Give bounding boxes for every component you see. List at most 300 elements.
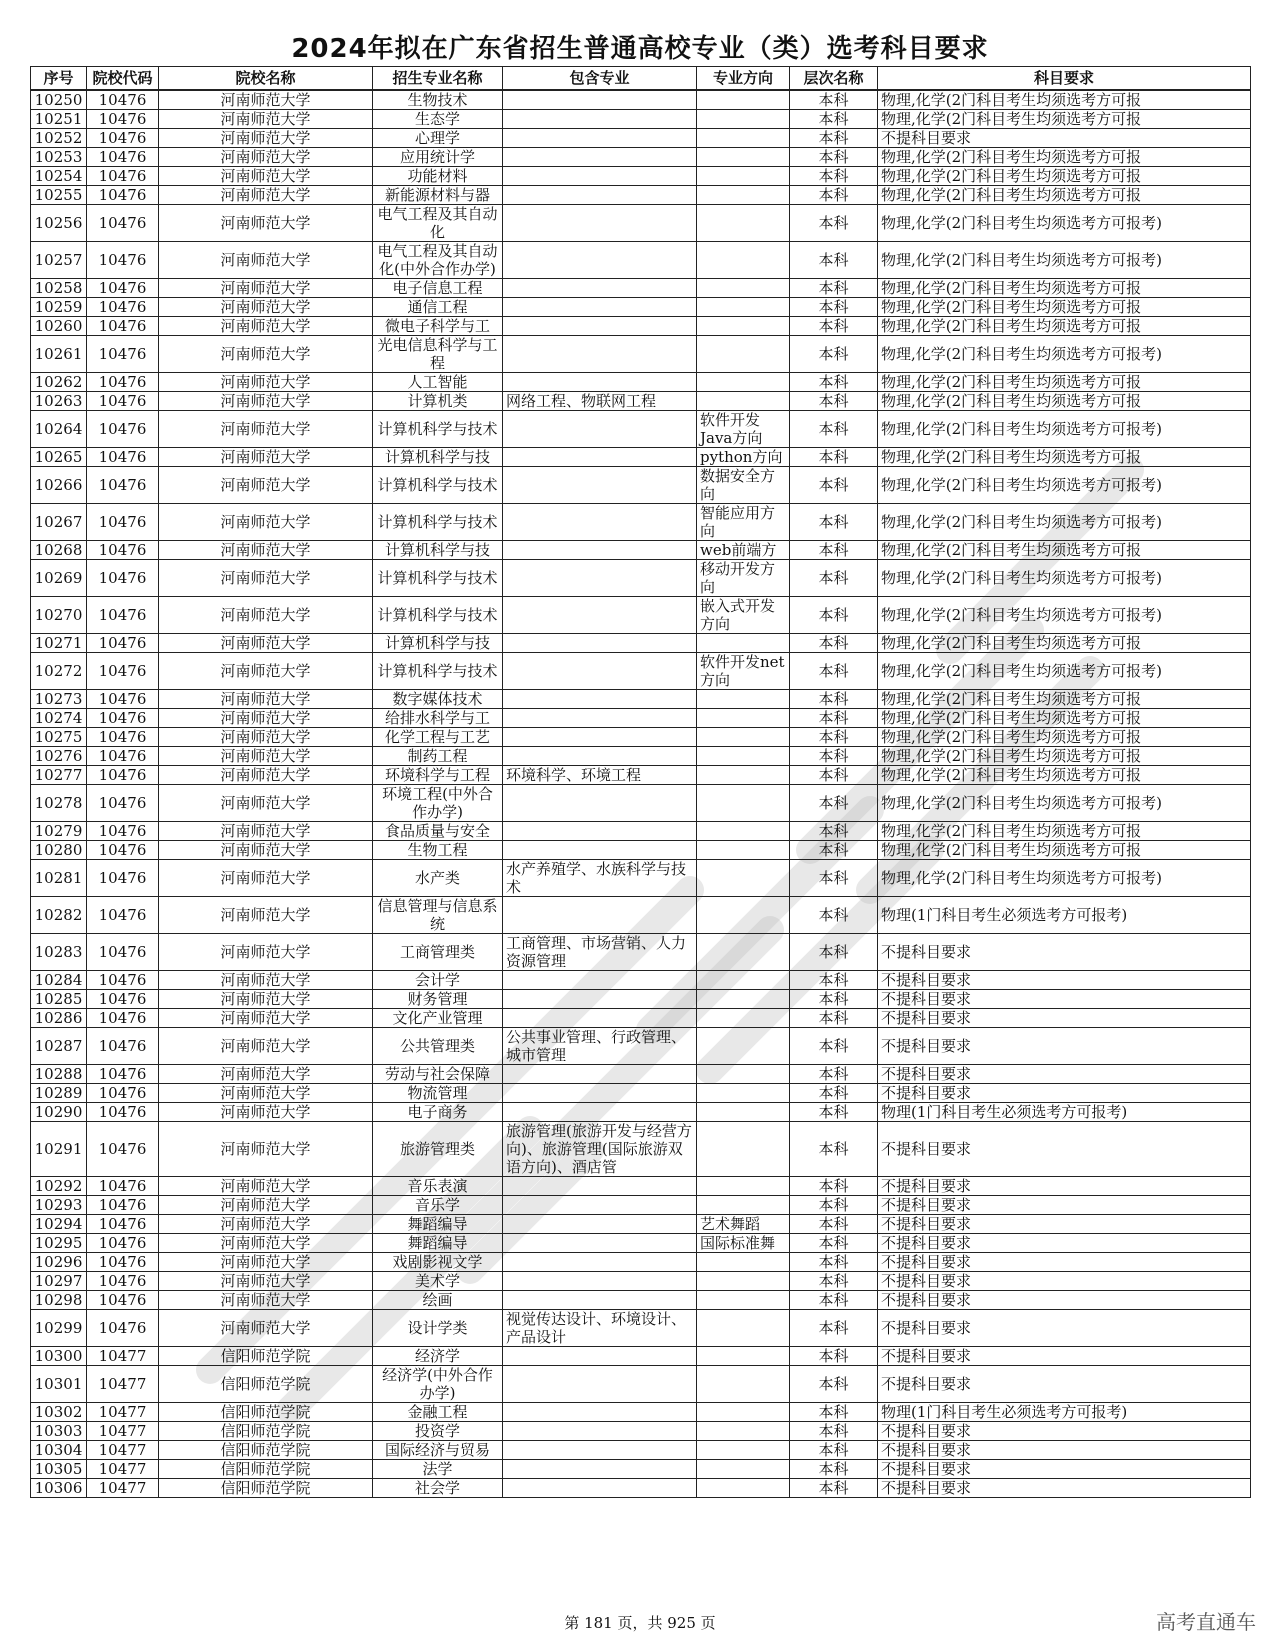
cell-subject-requirement: 不提科目要求 — [878, 1479, 1251, 1498]
cell-school-name: 河南师范大学 — [159, 110, 373, 129]
cell-included-majors — [503, 1215, 697, 1234]
cell-major-name: 电子商务 — [373, 1103, 503, 1122]
cell-major-name: 生物技术 — [373, 90, 503, 110]
cell-school-code: 10476 — [87, 467, 159, 504]
cell-major-name: 功能材料 — [373, 167, 503, 186]
cell-index: 10265 — [31, 448, 87, 467]
cell-index: 10302 — [31, 1403, 87, 1422]
table-row — [31, 110, 1251, 129]
cell-index: 10296 — [31, 1253, 87, 1272]
col-header-school-code: 院校代码 — [87, 67, 159, 91]
cell-school-name: 信阳师范学院 — [159, 1460, 373, 1479]
cell-index: 10288 — [31, 1065, 87, 1084]
cell-included-majors — [503, 90, 697, 110]
table-row — [31, 1215, 1251, 1234]
cell-index: 10272 — [31, 653, 87, 690]
cell-school-code: 10476 — [87, 298, 159, 317]
cell-index: 10260 — [31, 317, 87, 336]
cell-subject-requirement: 不提科目要求 — [878, 1310, 1251, 1347]
cell-included-majors — [503, 1065, 697, 1084]
cell-included-majors — [503, 1366, 697, 1403]
cell-index: 10291 — [31, 1122, 87, 1177]
cell-subject-requirement: 物理,化学(2门科目考生均须选考方可报 — [878, 373, 1251, 392]
cell-included-majors — [503, 298, 697, 317]
cell-major-name: 微电子科学与工 — [373, 317, 503, 336]
cell-index: 10267 — [31, 504, 87, 541]
subject-requirements-table — [30, 66, 1251, 1498]
cell-school-code: 10476 — [87, 1310, 159, 1347]
cell-school-name: 河南师范大学 — [159, 766, 373, 785]
cell-major-name: 劳动与社会保障 — [373, 1065, 503, 1084]
cell-subject-requirement: 物理,化学(2门科目考生均须选考方可报 — [878, 448, 1251, 467]
cell-direction — [697, 1347, 790, 1366]
cell-level: 本科 — [790, 1177, 878, 1196]
cell-school-code: 10477 — [87, 1441, 159, 1460]
cell-subject-requirement: 物理,化学(2门科目考生均须选考方可报 — [878, 317, 1251, 336]
cell-direction — [697, 1310, 790, 1347]
cell-index: 10293 — [31, 1196, 87, 1215]
cell-index: 10284 — [31, 971, 87, 990]
cell-subject-requirement: 不提科目要求 — [878, 1215, 1251, 1234]
cell-major-name: 生态学 — [373, 110, 503, 129]
cell-direction — [697, 1291, 790, 1310]
cell-major-name: 化学工程与工艺 — [373, 728, 503, 747]
col-header-index: 序号 — [31, 67, 87, 91]
cell-index: 10270 — [31, 597, 87, 634]
cell-level: 本科 — [790, 822, 878, 841]
cell-major-name: 金融工程 — [373, 1403, 503, 1422]
cell-school-name: 信阳师范学院 — [159, 1347, 373, 1366]
cell-major-name: 社会学 — [373, 1479, 503, 1498]
cell-included-majors: 视觉传达设计、环境设计、产品设计 — [503, 1310, 697, 1347]
cell-major-name: 经济学 — [373, 1347, 503, 1366]
cell-school-name: 河南师范大学 — [159, 448, 373, 467]
cell-included-majors — [503, 597, 697, 634]
table-row — [31, 1310, 1251, 1347]
cell-school-name: 河南师范大学 — [159, 317, 373, 336]
cell-level: 本科 — [790, 186, 878, 205]
cell-direction — [697, 690, 790, 709]
cell-subject-requirement: 物理,化学(2门科目考生均须选考方可报考) — [878, 336, 1251, 373]
cell-school-code: 10476 — [87, 392, 159, 411]
table-row — [31, 1196, 1251, 1215]
cell-included-majors: 旅游管理(旅游开发与经营方向)、旅游管理(国际旅游双语方向)、酒店管 — [503, 1122, 697, 1177]
cell-included-majors — [503, 186, 697, 205]
cell-school-code: 10476 — [87, 1253, 159, 1272]
cell-direction — [697, 634, 790, 653]
table-row — [31, 205, 1251, 242]
cell-school-name: 河南师范大学 — [159, 242, 373, 279]
cell-included-majors — [503, 279, 697, 298]
cell-major-name: 美术学 — [373, 1272, 503, 1291]
cell-level: 本科 — [790, 317, 878, 336]
cell-index: 10278 — [31, 785, 87, 822]
cell-level: 本科 — [790, 448, 878, 467]
cell-school-name: 河南师范大学 — [159, 1103, 373, 1122]
cell-subject-requirement: 不提科目要求 — [878, 1253, 1251, 1272]
cell-included-majors — [503, 167, 697, 186]
cell-school-name: 河南师范大学 — [159, 541, 373, 560]
col-header-school-name: 院校名称 — [159, 67, 373, 91]
cell-direction — [697, 242, 790, 279]
cell-major-name: 给排水科学与工 — [373, 709, 503, 728]
cell-subject-requirement: 物理,化学(2门科目考生均须选考方可报考) — [878, 653, 1251, 690]
cell-index: 10255 — [31, 186, 87, 205]
cell-school-code: 10477 — [87, 1479, 159, 1498]
cell-subject-requirement: 不提科目要求 — [878, 1065, 1251, 1084]
table-row — [31, 597, 1251, 634]
cell-school-code: 10476 — [87, 110, 159, 129]
cell-school-code: 10476 — [87, 1009, 159, 1028]
cell-major-name: 音乐学 — [373, 1196, 503, 1215]
cell-index: 10276 — [31, 747, 87, 766]
cell-included-majors: 网络工程、物联网工程 — [503, 392, 697, 411]
cell-major-name: 法学 — [373, 1460, 503, 1479]
cell-school-name: 河南师范大学 — [159, 1215, 373, 1234]
cell-included-majors — [503, 634, 697, 653]
cell-index: 10266 — [31, 467, 87, 504]
cell-included-majors — [503, 1272, 697, 1291]
cell-index: 10252 — [31, 129, 87, 148]
cell-school-code: 10476 — [87, 597, 159, 634]
cell-included-majors — [503, 1103, 697, 1122]
cell-school-name: 河南师范大学 — [159, 167, 373, 186]
cell-direction — [697, 766, 790, 785]
table-row — [31, 448, 1251, 467]
cell-subject-requirement: 不提科目要求 — [878, 1009, 1251, 1028]
table-row — [31, 1253, 1251, 1272]
col-header-included-majors: 包含专业 — [503, 67, 697, 91]
header-row — [31, 67, 1251, 91]
cell-school-code: 10476 — [87, 1084, 159, 1103]
cell-major-name: 计算机科学与技术 — [373, 597, 503, 634]
cell-subject-requirement: 不提科目要求 — [878, 1028, 1251, 1065]
cell-major-name: 舞蹈编导 — [373, 1215, 503, 1234]
cell-direction — [697, 1366, 790, 1403]
cell-direction — [697, 934, 790, 971]
cell-included-majors — [503, 1347, 697, 1366]
cell-school-name: 河南师范大学 — [159, 467, 373, 504]
cell-direction — [697, 1479, 790, 1498]
table-row — [31, 766, 1251, 785]
cell-level: 本科 — [790, 1196, 878, 1215]
cell-level: 本科 — [790, 90, 878, 110]
col-header-level: 层次名称 — [790, 67, 878, 91]
cell-included-majors — [503, 317, 697, 336]
cell-included-majors — [503, 1009, 697, 1028]
cell-school-name: 河南师范大学 — [159, 841, 373, 860]
cell-direction — [697, 1177, 790, 1196]
table-row — [31, 392, 1251, 411]
cell-school-code: 10476 — [87, 841, 159, 860]
table-row — [31, 1366, 1251, 1403]
cell-level: 本科 — [790, 747, 878, 766]
cell-index: 10275 — [31, 728, 87, 747]
cell-major-name: 信息管理与信息系统 — [373, 897, 503, 934]
cell-subject-requirement: 物理,化学(2门科目考生均须选考方可报 — [878, 747, 1251, 766]
cell-major-name: 绘画 — [373, 1291, 503, 1310]
cell-school-code: 10476 — [87, 1272, 159, 1291]
cell-direction — [697, 1460, 790, 1479]
table-row — [31, 1441, 1251, 1460]
cell-included-majors: 公共事业管理、行政管理、城市管理 — [503, 1028, 697, 1065]
cell-direction — [697, 1403, 790, 1422]
cell-index: 10305 — [31, 1460, 87, 1479]
cell-level: 本科 — [790, 990, 878, 1009]
cell-school-name: 河南师范大学 — [159, 279, 373, 298]
cell-school-name: 河南师范大学 — [159, 860, 373, 897]
cell-included-majors — [503, 560, 697, 597]
cell-included-majors — [503, 467, 697, 504]
cell-school-code: 10476 — [87, 709, 159, 728]
cell-index: 10297 — [31, 1272, 87, 1291]
cell-index: 10262 — [31, 373, 87, 392]
table-row — [31, 1272, 1251, 1291]
cell-index: 10303 — [31, 1422, 87, 1441]
table-row — [31, 279, 1251, 298]
cell-level: 本科 — [790, 1028, 878, 1065]
table-row — [31, 1122, 1251, 1177]
cell-index: 10295 — [31, 1234, 87, 1253]
cell-included-majors — [503, 785, 697, 822]
cell-direction — [697, 1009, 790, 1028]
cell-major-name: 光电信息科学与工程 — [373, 336, 503, 373]
table-row — [31, 690, 1251, 709]
cell-level: 本科 — [790, 785, 878, 822]
cell-direction: 移动开发方向 — [697, 560, 790, 597]
table-row — [31, 1460, 1251, 1479]
cell-level: 本科 — [790, 560, 878, 597]
cell-subject-requirement: 物理,化学(2门科目考生均须选考方可报 — [878, 690, 1251, 709]
cell-school-name: 河南师范大学 — [159, 785, 373, 822]
cell-index: 10290 — [31, 1103, 87, 1122]
cell-school-code: 10477 — [87, 1460, 159, 1479]
table-row — [31, 411, 1251, 448]
cell-school-code: 10476 — [87, 990, 159, 1009]
cell-major-name: 国际经济与贸易 — [373, 1441, 503, 1460]
cell-major-name: 水产类 — [373, 860, 503, 897]
cell-included-majors — [503, 504, 697, 541]
cell-school-code: 10476 — [87, 634, 159, 653]
cell-school-name: 河南师范大学 — [159, 1234, 373, 1253]
cell-major-name: 生物工程 — [373, 841, 503, 860]
table-row — [31, 129, 1251, 148]
cell-level: 本科 — [790, 467, 878, 504]
cell-school-code: 10476 — [87, 167, 159, 186]
table-row — [31, 990, 1251, 1009]
cell-included-majors — [503, 690, 697, 709]
cell-school-code: 10476 — [87, 728, 159, 747]
cell-subject-requirement: 物理,化学(2门科目考生均须选考方可报 — [878, 709, 1251, 728]
cell-school-code: 10477 — [87, 1422, 159, 1441]
cell-school-code: 10477 — [87, 1347, 159, 1366]
cell-school-name: 河南师范大学 — [159, 336, 373, 373]
cell-level: 本科 — [790, 971, 878, 990]
cell-school-name: 河南师范大学 — [159, 1310, 373, 1347]
cell-direction — [697, 1103, 790, 1122]
cell-level: 本科 — [790, 1009, 878, 1028]
cell-subject-requirement: 物理,化学(2门科目考生均须选考方可报考) — [878, 242, 1251, 279]
cell-index: 10299 — [31, 1310, 87, 1347]
cell-major-name: 财务管理 — [373, 990, 503, 1009]
table-row — [31, 1084, 1251, 1103]
cell-included-majors — [503, 709, 697, 728]
cell-school-name: 河南师范大学 — [159, 709, 373, 728]
cell-major-name: 计算机科学与技术 — [373, 467, 503, 504]
cell-major-name: 工商管理类 — [373, 934, 503, 971]
cell-included-majors — [503, 822, 697, 841]
cell-school-name: 河南师范大学 — [159, 298, 373, 317]
cell-level: 本科 — [790, 167, 878, 186]
cell-major-name: 人工智能 — [373, 373, 503, 392]
cell-direction — [697, 1196, 790, 1215]
cell-subject-requirement: 物理,化学(2门科目考生均须选考方可报考) — [878, 467, 1251, 504]
cell-direction — [697, 1084, 790, 1103]
cell-subject-requirement: 不提科目要求 — [878, 1291, 1251, 1310]
cell-level: 本科 — [790, 766, 878, 785]
cell-included-majors — [503, 541, 697, 560]
cell-included-majors — [503, 373, 697, 392]
cell-school-code: 10476 — [87, 336, 159, 373]
table-row — [31, 1177, 1251, 1196]
cell-index: 10263 — [31, 392, 87, 411]
cell-subject-requirement: 物理,化学(2门科目考生均须选考方可报 — [878, 392, 1251, 411]
cell-subject-requirement: 物理(1门科目考生必须选考方可报考) — [878, 897, 1251, 934]
cell-index: 10258 — [31, 279, 87, 298]
cell-included-majors — [503, 411, 697, 448]
cell-level: 本科 — [790, 1122, 878, 1177]
cell-school-code: 10476 — [87, 766, 159, 785]
cell-school-code: 10476 — [87, 1065, 159, 1084]
cell-major-name: 计算机科学与技 — [373, 541, 503, 560]
cell-school-name: 信阳师范学院 — [159, 1422, 373, 1441]
cell-level: 本科 — [790, 1272, 878, 1291]
cell-school-name: 河南师范大学 — [159, 597, 373, 634]
cell-school-code: 10476 — [87, 317, 159, 336]
table-row — [31, 841, 1251, 860]
cell-direction — [697, 167, 790, 186]
cell-direction — [697, 1122, 790, 1177]
cell-school-code: 10476 — [87, 897, 159, 934]
cell-subject-requirement: 物理,化学(2门科目考生均须选考方可报考) — [878, 560, 1251, 597]
cell-subject-requirement: 不提科目要求 — [878, 1177, 1251, 1196]
cell-subject-requirement: 物理,化学(2门科目考生均须选考方可报考) — [878, 504, 1251, 541]
cell-level: 本科 — [790, 373, 878, 392]
cell-school-code: 10476 — [87, 242, 159, 279]
cell-direction — [697, 1065, 790, 1084]
cell-major-name: 经济学(中外合作办学) — [373, 1366, 503, 1403]
table-row — [31, 860, 1251, 897]
cell-direction — [697, 990, 790, 1009]
cell-level: 本科 — [790, 1347, 878, 1366]
cell-level: 本科 — [790, 336, 878, 373]
cell-subject-requirement: 物理,化学(2门科目考生均须选考方可报 — [878, 298, 1251, 317]
table-row — [31, 728, 1251, 747]
cell-level: 本科 — [790, 1479, 878, 1498]
cell-school-name: 河南师范大学 — [159, 747, 373, 766]
cell-school-code: 10476 — [87, 934, 159, 971]
table-row — [31, 822, 1251, 841]
cell-included-majors — [503, 1403, 697, 1422]
col-header-direction: 专业方向 — [697, 67, 790, 91]
cell-index: 10250 — [31, 90, 87, 110]
cell-level: 本科 — [790, 1234, 878, 1253]
cell-school-name: 河南师范大学 — [159, 822, 373, 841]
cell-direction: 软件开发net方向 — [697, 653, 790, 690]
cell-index: 10259 — [31, 298, 87, 317]
cell-major-name: 戏剧影视文学 — [373, 1253, 503, 1272]
cell-index: 10298 — [31, 1291, 87, 1310]
cell-school-name: 河南师范大学 — [159, 392, 373, 411]
cell-subject-requirement: 不提科目要求 — [878, 1122, 1251, 1177]
cell-subject-requirement: 不提科目要求 — [878, 934, 1251, 971]
cell-level: 本科 — [790, 1403, 878, 1422]
cell-direction — [697, 148, 790, 167]
cell-included-majors — [503, 1234, 697, 1253]
cell-index: 10279 — [31, 822, 87, 841]
cell-subject-requirement: 物理,化学(2门科目考生均须选考方可报 — [878, 728, 1251, 747]
cell-school-name: 信阳师范学院 — [159, 1479, 373, 1498]
table-row — [31, 634, 1251, 653]
cell-school-name: 河南师范大学 — [159, 1291, 373, 1310]
cell-major-name: 环境工程(中外合作办学) — [373, 785, 503, 822]
cell-direction — [697, 205, 790, 242]
cell-included-majors — [503, 990, 697, 1009]
table-row — [31, 167, 1251, 186]
cell-direction: web前端方 — [697, 541, 790, 560]
cell-index: 10300 — [31, 1347, 87, 1366]
cell-index: 10257 — [31, 242, 87, 279]
cell-subject-requirement: 不提科目要求 — [878, 1084, 1251, 1103]
cell-school-name: 信阳师范学院 — [159, 1366, 373, 1403]
table-row — [31, 560, 1251, 597]
cell-school-name: 河南师范大学 — [159, 186, 373, 205]
cell-major-name: 计算机科学与技术 — [373, 560, 503, 597]
cell-major-name: 电子信息工程 — [373, 279, 503, 298]
cell-included-majors — [503, 129, 697, 148]
cell-included-majors: 环境科学、环境工程 — [503, 766, 697, 785]
cell-school-code: 10476 — [87, 448, 159, 467]
cell-subject-requirement: 物理,化学(2门科目考生均须选考方可报 — [878, 841, 1251, 860]
cell-index: 10256 — [31, 205, 87, 242]
cell-direction: 数据安全方向 — [697, 467, 790, 504]
cell-included-majors — [503, 897, 697, 934]
cell-school-name: 河南师范大学 — [159, 411, 373, 448]
cell-school-code: 10476 — [87, 1028, 159, 1065]
cell-subject-requirement: 物理,化学(2门科目考生均须选考方可报 — [878, 766, 1251, 785]
cell-index: 10261 — [31, 336, 87, 373]
cell-included-majors — [503, 148, 697, 167]
cell-school-code: 10476 — [87, 129, 159, 148]
cell-school-code: 10476 — [87, 541, 159, 560]
cell-major-name: 音乐表演 — [373, 1177, 503, 1196]
cell-school-name: 河南师范大学 — [159, 1084, 373, 1103]
cell-level: 本科 — [790, 634, 878, 653]
cell-included-majors — [503, 110, 697, 129]
cell-school-code: 10476 — [87, 747, 159, 766]
table-row — [31, 1234, 1251, 1253]
cell-school-name: 河南师范大学 — [159, 1196, 373, 1215]
cell-school-name: 河南师范大学 — [159, 90, 373, 110]
cell-subject-requirement: 物理,化学(2门科目考生均须选考方可报 — [878, 148, 1251, 167]
cell-level: 本科 — [790, 709, 878, 728]
table-row — [31, 1009, 1251, 1028]
cell-level: 本科 — [790, 1291, 878, 1310]
cell-included-majors — [503, 728, 697, 747]
cell-level: 本科 — [790, 897, 878, 934]
cell-direction — [697, 373, 790, 392]
cell-index: 10277 — [31, 766, 87, 785]
